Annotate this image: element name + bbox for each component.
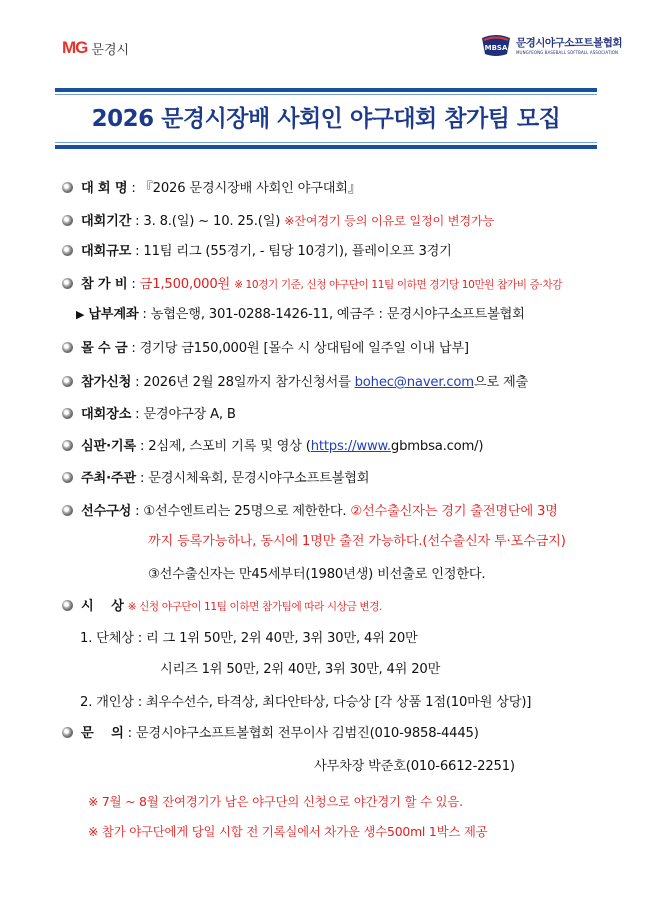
mg-logo: MG [62,38,88,57]
row-entry-fee: 참 가 비 : 금1,500,000원 ※ 10경기 기준, 신청 야구단이 11팀 이하면 경기당 10만원 참가비 증·차감 [62,276,562,294]
triangle-pointer-icon: ▶ [76,308,85,321]
row-awards: 시 상 ※ 신청 야구단이 11팀 이하면 참가팀에 따라 시상금 변경. [62,598,382,616]
association-name-en: MUNGYEONG BASEBALL SOFTBALL ASSOCIATION [516,50,619,55]
page-title: 2026 문경시장배 사회인 야구대회 참가팀 모집 [91,106,561,132]
roster-rule-2: ②선수출신자는 경기 출전명단에 3명 [350,504,558,519]
title-rule-top [55,88,597,92]
title-rule-top-thin [55,94,597,95]
row-event-name: 대 회 명 : 『2026 문경시장배 사회인 야구대회』 [62,180,361,198]
circle-bullet-icon [62,440,73,451]
circle-bullet-icon [62,245,73,256]
row-venue: 대회장소 : 문경야구장 A, B [62,406,236,424]
circle-bullet-icon [62,278,73,289]
circle-bullet-icon [62,342,73,353]
awards-note: ※ 신청 야구단이 11팀 이하면 참가팀에 따라 시상금 변경. [127,601,383,613]
row-event-period: 대회기간 : 3. 8.(일) ~ 10. 25.(일) ※잔여경기 등의 이유로 일정이 변경가능 [62,212,494,231]
team-award-series: 시리즈 1위 50만, 2위 40만, 3위 30만, 4위 20만 [160,662,441,677]
circle-bullet-icon [62,215,73,226]
fee-note: ※ 10경기 기준, 신청 야구단이 11팀 이하면 경기당 10만원 참가비 증·차감 [234,279,563,291]
circle-bullet-icon [62,505,73,516]
row-roster: 선수구성 : ①선수엔트리는 25명으로 제한한다. ②선수출신자는 경기 출전명단에 3명 [62,503,558,521]
note-night-game: ※ 7월 ~ 8월 잔여경기가 남은 야구단의 신청으로 야간경기 할 수 있음. [88,794,463,809]
contact-secondary: 사무차장 박준호(010-6612-2251) [314,759,515,774]
city-name: 문경시 [91,42,130,58]
association-name: 문경시야구소프트볼협회 [516,37,623,49]
row-event-scale: 대회규모 : 11팀 리그 (55경기, - 팀당 10경기), 플레이오프 3경기 [62,243,452,261]
note-water-supply: ※ 참가 야구단에게 당일 시합 전 기록실에서 차가운 생수500ml 1박스 제공 [88,824,488,839]
email-link[interactable]: bohec@naver.com [354,375,474,390]
circle-bullet-icon [62,727,73,738]
circle-bullet-icon [62,182,73,193]
circle-bullet-icon [62,376,73,387]
association-logo [480,32,622,58]
roster-rule-3: ③선수출신자는 만45세부터(1980년생) 비선출로 인정한다. [148,567,486,582]
row-forfeit: 몰 수 금 : 경기당 금150,000원 [몰수 시 상대팀에 일주일 이내 납부] [62,340,469,358]
title-rule-bottom [55,145,597,149]
circle-bullet-icon [62,600,73,611]
row-application: 참가신청 : 2026년 2월 28일까지 참가신청서를 bohec@naver.com으로 제출 [62,374,528,392]
row-payment-account: ▶ 납부계좌 : 농협은행, 301-0288-1426-11, 예금주 : 문경시야구소프트볼협회 [76,307,525,322]
row-host: 주최·주관 : 문경시체육회, 문경시야구소프트볼협회 [62,470,369,488]
circle-bullet-icon [62,408,73,419]
svg-text:MBSA: MBSA [484,44,508,52]
row-contact: 문 의 : 문경시야구소프트볼협회 전무이사 김범진(010-9858-4445) [62,725,479,743]
roster-rule-2-cont: 까지 등록가능하나, 동시에 1명만 출전 가능하다.(선수출신자 투·포수금지) [148,534,566,549]
website-link[interactable]: https://www. [310,439,391,454]
team-award-league: 1. 단체상 : 리 그 1위 50만, 2위 40만, 3위 30만, 4위 20만 [80,631,418,646]
row-umpire-record: 심판·기록 : 2심제, 스포비 기록 및 영상 (https://www.gbmbsa.com/) [62,438,483,456]
fee-amount: 금1,500,000원 [139,277,231,292]
association-emblem-icon [480,32,512,58]
individual-award: 2. 개인상 : 최우수선수, 타격상, 최다안타상, 다승상 [각 상품 1점(10마원 상당)] [80,695,532,710]
city-logo [62,38,129,58]
period-note: ※잔여경기 등의 이유로 일정이 변경가능 [284,214,495,228]
circle-bullet-icon [62,472,73,483]
title-rule-bottom-thin [55,142,597,143]
